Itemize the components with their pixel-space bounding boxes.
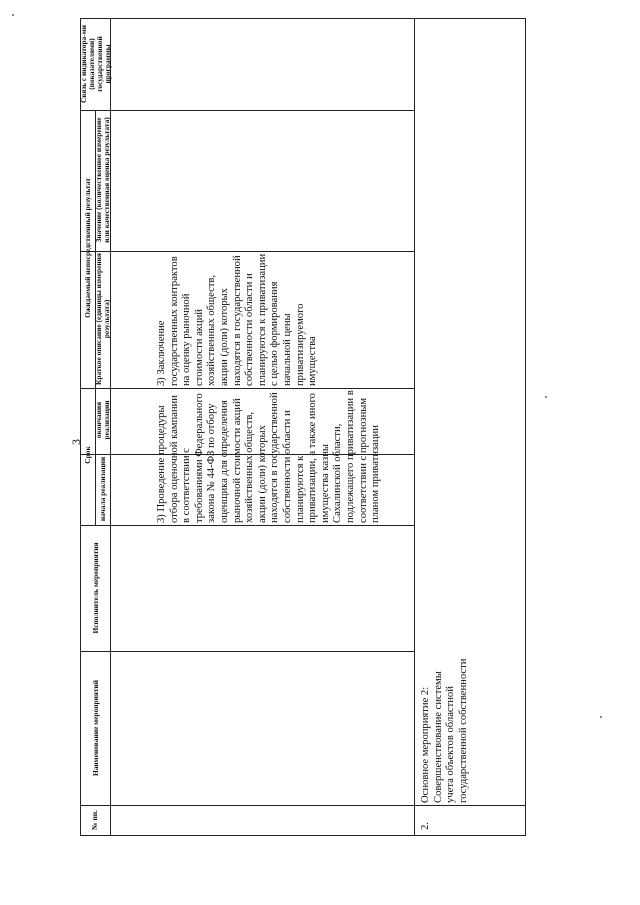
scan-speck [12,14,14,16]
header-term: Срок [83,446,92,464]
header-executor: Исполнитель мероприятия [91,542,100,634]
col-divider-indicator [80,110,414,111]
scan-speck [600,716,602,718]
row2-num: 2. [420,822,431,830]
col-divider-term-bottom [80,525,110,526]
header-result-brief: Краткое описание (единицы измерения результата) [93,253,111,385]
header-indicator-link: Связь с индикатора-ми (показателями) государственной программы [78,24,112,104]
col-divider-term-body [110,525,414,526]
col-divider-executor [80,651,414,652]
header-term-end: окончания реализации [93,400,111,440]
row1-result-value: 3) Заключение государственных контрактов на оценку рыночной стоимости акций хозяйственных обществ, акции (доли) которых находятся в государственной собственности области и планируются к приватизации с целью формирования начальной цены приватизируемого имущества [156,253,319,386]
col-divider-num [80,805,526,806]
header-activity-name: Наименование мероприятий [91,680,100,777]
row-divider-row2 [414,18,415,836]
scan-speck [545,396,547,398]
row2-activity-name: Основное мероприятие 2: Совершенствование системы учета объектов областной государственной собственности [420,658,469,803]
header-result-value: Значение (количественное измерение или качественная оценка результата) [93,117,111,243]
header-expected-result: Ожидаемый непосредственный результат [83,178,92,318]
activities-table [80,18,526,836]
page-number: 3 [69,439,83,445]
row1-result-brief: 3) Проведение процедуры отбора оценочной кампании в соответствии с требованиями Федерального закона № 44-ФЗ по отбору оценщика для определения рыночной стоимости акций хозяйственных обществ, акции (доли) которых находятся в государственной собственности области и планируются к приватизации, а также иного имущества казны Сахалинской области, подлежащего приватизации в соответствии с прогнозным планом приватизации [156,390,382,523]
header-num: № пп. [90,810,99,830]
header-term-start: начала реализации [97,456,107,522]
